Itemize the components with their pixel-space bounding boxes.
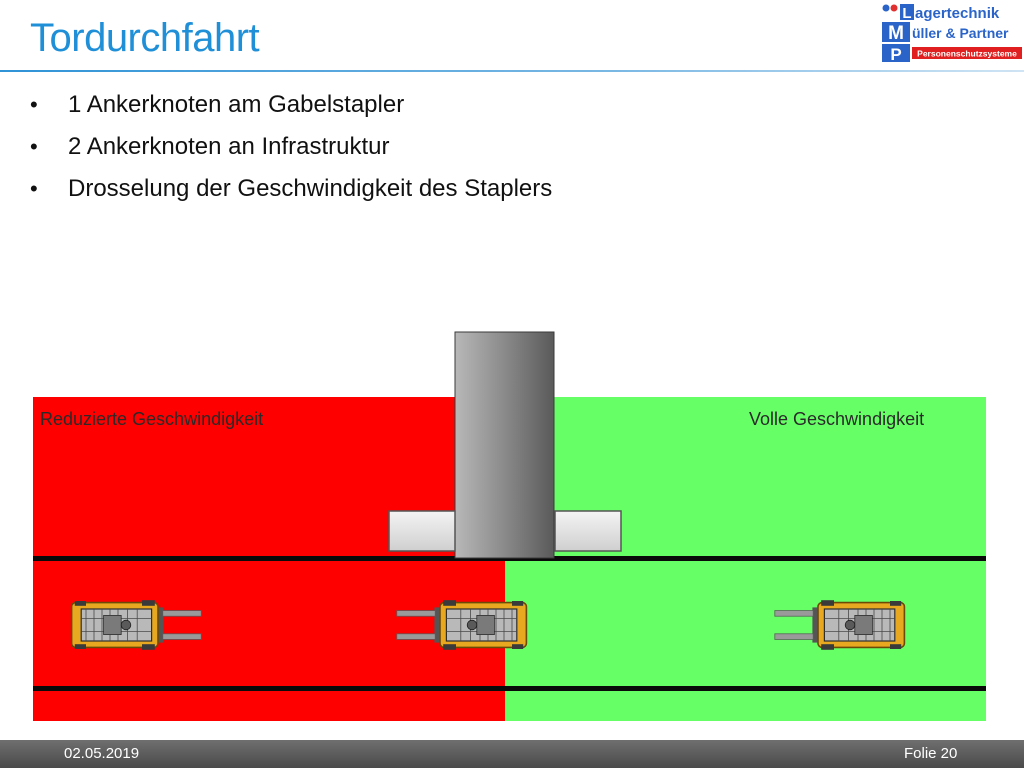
lane-line-bottom xyxy=(33,686,986,691)
footer-page-number: Folie 20 xyxy=(904,745,958,762)
zone-label-full: Volle Geschwindigkeit xyxy=(749,409,925,429)
logo-line-3: Personenschutzsysteme xyxy=(917,48,1017,59)
logo-letter-l: L xyxy=(902,5,912,22)
anchor-node-right xyxy=(555,511,621,551)
anchor-node-left xyxy=(389,511,455,551)
footer-bar xyxy=(0,740,1024,768)
bullet-text: 2 Ankerknoten an Infrastruktur xyxy=(68,133,390,160)
bullet-text: 1 Ankerknoten am Gabelstapler xyxy=(68,91,405,118)
bullet-dot: • xyxy=(30,134,38,159)
zone-label-reduced: Reduzierte Geschwindigkeit xyxy=(40,409,264,429)
logo-letter-p: P xyxy=(890,45,902,64)
logo-letter-m: M xyxy=(888,23,904,44)
footer-date: 02.05.2019 xyxy=(64,745,140,762)
bullet-text: Drosselung der Geschwindigkeit des Staplers xyxy=(68,175,553,202)
logo-line-2: üller & Partner xyxy=(912,25,1009,41)
slide-title: Tordurchfahrt xyxy=(30,16,260,60)
bullet-dot: • xyxy=(30,92,38,117)
logo-line-1: agertechnik xyxy=(915,5,1000,22)
gate-pillar xyxy=(455,332,554,558)
bullet-dot: • xyxy=(30,176,38,201)
